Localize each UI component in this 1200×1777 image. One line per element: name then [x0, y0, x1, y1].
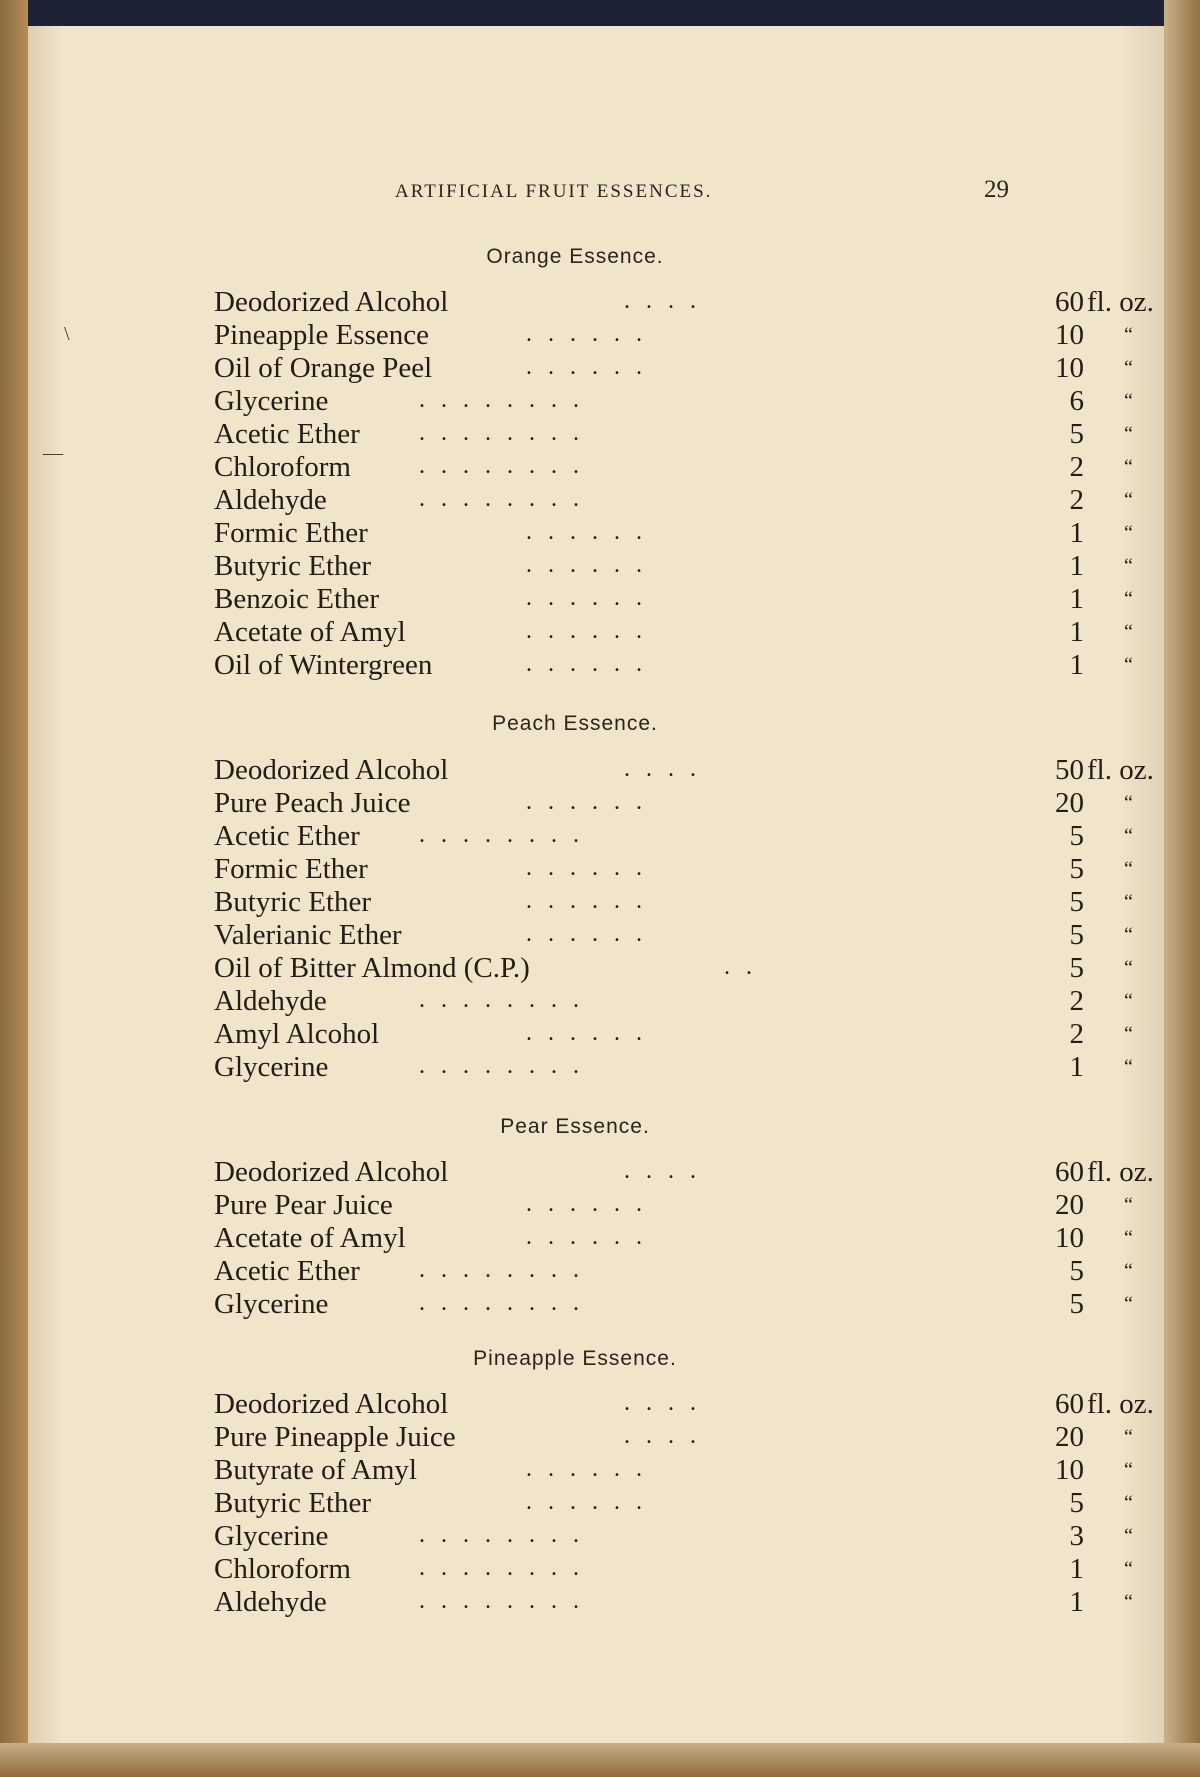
quantity-value: 3	[1069, 1520, 1084, 1552]
ditto-mark: “	[1124, 489, 1134, 511]
ditto-mark: “	[1124, 1293, 1134, 1315]
dot-leaders: . . . .	[624, 756, 701, 782]
ingredient-name: Pineapple Essence	[214, 319, 430, 351]
quantity-value: 50	[1055, 754, 1084, 786]
quantity-value: 6	[1069, 385, 1084, 417]
recipe-row	[214, 952, 1134, 985]
recipe-row	[214, 319, 1134, 352]
top-cover-edge	[0, 0, 1200, 26]
dot-leaders: . . . . . . . .	[419, 420, 584, 446]
quantity-value: 5	[1069, 886, 1084, 918]
quantity-value: 20	[1055, 1421, 1084, 1453]
ditto-mark: “	[1124, 1023, 1134, 1045]
quantity-value: 10	[1055, 319, 1084, 351]
quantity-value: 60	[1055, 286, 1084, 318]
ditto-mark: “	[1124, 1525, 1134, 1547]
recipe-row	[214, 1222, 1134, 1255]
dot-leaders: . . . .	[624, 1390, 701, 1416]
ditto-mark: “	[1124, 456, 1134, 478]
dot-leaders: . . . .	[624, 288, 701, 314]
recipe-row	[214, 985, 1134, 1018]
dot-leaders: . . . . . .	[526, 552, 647, 578]
quantity-value: 1	[1069, 550, 1084, 582]
quantity-value: 10	[1055, 1454, 1084, 1486]
ingredient-name: Butyric Ether	[214, 886, 372, 918]
dot-leaders: . . . . . . . .	[419, 1555, 584, 1581]
quantity-value: 2	[1069, 484, 1084, 516]
page-number: 29	[984, 176, 1009, 203]
ingredient-name: Acetic Ether	[214, 418, 360, 450]
recipe-row	[214, 919, 1134, 952]
quantity-value: 1	[1069, 1586, 1084, 1618]
quantity-value: 2	[1069, 985, 1084, 1017]
quantity-value: 1	[1069, 517, 1084, 549]
recipe-row	[214, 583, 1134, 616]
quantity-value: 1	[1069, 649, 1084, 681]
ditto-mark: “	[1124, 555, 1134, 577]
quantity-value: 5	[1069, 1288, 1084, 1320]
ditto-mark: “	[1124, 990, 1134, 1012]
dot-leaders: . . . . . .	[526, 1191, 647, 1217]
recipe-row	[214, 1051, 1134, 1084]
ingredient-name: Butyric Ether	[214, 1487, 372, 1519]
recipe-row	[214, 1454, 1134, 1487]
dot-leaders: . . . . . .	[526, 321, 647, 347]
ingredient-name: Valerianic Ether	[214, 919, 402, 951]
dot-leaders: . . . . . .	[526, 1489, 647, 1515]
quantity-value: 2	[1069, 451, 1084, 483]
ditto-mark: “	[1124, 924, 1134, 946]
unit-label: fl. oz.	[1087, 1388, 1154, 1420]
dot-leaders: . . . . . .	[526, 888, 647, 914]
ingredient-name: Butyric Ether	[214, 550, 372, 582]
ingredient-name: Glycerine	[214, 1051, 329, 1083]
ingredient-name: Acetic Ether	[214, 1255, 360, 1287]
bottom-cover-edge	[0, 1743, 1200, 1777]
recipe-row	[214, 418, 1134, 451]
ingredient-name: Oil of Bitter Almond (C.P.)	[214, 952, 530, 984]
recipe-row	[214, 286, 1154, 319]
quantity-value: 5	[1069, 853, 1084, 885]
dot-leaders: . . . . . . . .	[419, 987, 584, 1013]
ingredient-name: Deodorized Alcohol	[214, 1388, 449, 1420]
ditto-mark: “	[1124, 1056, 1134, 1078]
quantity-value: 20	[1055, 787, 1084, 819]
ditto-mark: “	[1124, 522, 1134, 544]
ditto-mark: “	[1124, 792, 1134, 814]
recipe-row	[214, 1520, 1134, 1553]
ingredient-name: Acetate of Amyl	[214, 1222, 406, 1254]
recipe-list	[214, 1156, 1154, 1321]
ingredient-name: Formic Ether	[214, 517, 368, 549]
recipe-row	[214, 517, 1134, 550]
recipe-row	[214, 1586, 1134, 1619]
quantity-value: 2	[1069, 1018, 1084, 1050]
dot-leaders: . . . . . .	[526, 1020, 647, 1046]
ingredient-name: Butyrate of Amyl	[214, 1454, 417, 1486]
dot-leaders: . . . . . . . .	[419, 1257, 584, 1283]
quantity-value: 5	[1069, 1255, 1084, 1287]
dot-leaders: . . . . . .	[526, 618, 647, 644]
recipe-row	[214, 853, 1134, 886]
recipe-list	[214, 1388, 1154, 1619]
recipe-list	[214, 286, 1154, 682]
ditto-mark: “	[1124, 825, 1134, 847]
recipe-row	[214, 352, 1134, 385]
ingredient-name: Deodorized Alcohol	[214, 1156, 449, 1188]
quantity-value: 1	[1069, 1553, 1084, 1585]
dot-leaders: . . . . . .	[526, 585, 647, 611]
quantity-value: 10	[1055, 1222, 1084, 1254]
dot-leaders: . . . . . .	[526, 519, 647, 545]
ingredient-name: Oil of Orange Peel	[214, 352, 433, 384]
recipe-row	[214, 550, 1134, 583]
ingredient-name: Deodorized Alcohol	[214, 286, 449, 318]
recipe-row	[214, 649, 1134, 682]
dot-leaders: . . . . . . . .	[419, 486, 584, 512]
recipe-row	[214, 616, 1134, 649]
right-cover-edge	[1164, 0, 1200, 1777]
ingredient-name: Aldehyde	[214, 985, 327, 1017]
dot-leaders: . . . . . .	[526, 921, 647, 947]
quantity-value: 60	[1055, 1156, 1084, 1188]
quantity-value: 20	[1055, 1189, 1084, 1221]
left-cover-edge	[0, 0, 28, 1777]
quantity-value: 5	[1069, 1487, 1084, 1519]
ingredient-name: Amyl Alcohol	[214, 1018, 380, 1050]
ditto-mark: “	[1124, 621, 1134, 643]
recipe-row	[214, 484, 1134, 517]
ingredient-name: Oil of Wintergreen	[214, 649, 433, 681]
running-header: ARTIFICIAL FRUIT ESSENCES.	[395, 181, 713, 202]
ingredient-name: Aldehyde	[214, 484, 327, 516]
dot-leaders: . . . . . .	[526, 1456, 647, 1482]
quantity-value: 1	[1069, 583, 1084, 615]
recipe-row	[214, 1018, 1134, 1051]
ditto-mark: “	[1124, 957, 1134, 979]
recipe-row	[214, 385, 1134, 418]
ingredient-name: Pure Pineapple Juice	[214, 1421, 456, 1453]
dot-leaders: . . . . . .	[526, 789, 647, 815]
dot-leaders: . . . . . . . .	[419, 387, 584, 413]
recipe-row	[214, 1553, 1134, 1586]
ditto-mark: “	[1124, 654, 1134, 676]
ingredient-name: Pure Peach Juice	[214, 787, 411, 819]
margin-mark: —	[43, 442, 63, 464]
section-title: Orange Essence.	[486, 245, 664, 268]
recipe-row	[214, 1156, 1154, 1189]
ingredient-name: Pure Pear Juice	[214, 1189, 393, 1221]
ingredient-name: Glycerine	[214, 385, 329, 417]
dot-leaders: . . . . . .	[526, 651, 647, 677]
dot-leaders: . . . . . . . .	[419, 453, 584, 479]
dot-leaders: . . . . . . . .	[419, 1522, 584, 1548]
quantity-value: 5	[1069, 820, 1084, 852]
unit-label: fl. oz.	[1087, 754, 1154, 786]
quantity-value: 60	[1055, 1388, 1084, 1420]
section-title: Peach Essence.	[492, 712, 658, 735]
dot-leaders: . . . . . . . .	[419, 1290, 584, 1316]
recipe-row	[214, 820, 1134, 853]
dot-leaders: . .	[724, 954, 757, 980]
ditto-mark: “	[1124, 324, 1134, 346]
ditto-mark: “	[1124, 891, 1134, 913]
ditto-mark: “	[1124, 1492, 1134, 1514]
recipe-row	[214, 1288, 1134, 1321]
ditto-mark: “	[1124, 858, 1134, 880]
recipe-row	[214, 1421, 1134, 1454]
ingredient-name: Chloroform	[214, 451, 351, 483]
ingredient-name: Chloroform	[214, 1553, 351, 1585]
recipe-row	[214, 886, 1134, 919]
recipe-row	[214, 451, 1134, 484]
ditto-mark: “	[1124, 357, 1134, 379]
quantity-value: 10	[1055, 352, 1084, 384]
recipe-row	[214, 1487, 1134, 1520]
ditto-mark: “	[1124, 1260, 1134, 1282]
ingredient-name: Formic Ether	[214, 853, 368, 885]
ingredient-name: Acetic Ether	[214, 820, 360, 852]
ditto-mark: “	[1124, 1459, 1134, 1481]
section-title: Pear Essence.	[500, 1115, 650, 1138]
quantity-value: 1	[1069, 1051, 1084, 1083]
recipe-row	[214, 787, 1134, 820]
dot-leaders: . . . . . . . .	[419, 1588, 584, 1614]
quantity-value: 5	[1069, 952, 1084, 984]
quantity-value: 5	[1069, 919, 1084, 951]
recipe-row	[214, 1255, 1134, 1288]
ditto-mark: “	[1124, 1558, 1134, 1580]
dot-leaders: . . . . . .	[526, 855, 647, 881]
ingredient-name: Glycerine	[214, 1520, 329, 1552]
section-title: Pineapple Essence.	[473, 1347, 677, 1370]
ditto-mark: “	[1124, 390, 1134, 412]
ditto-mark: “	[1124, 1426, 1134, 1448]
ingredient-name: Glycerine	[214, 1288, 329, 1320]
recipe-row	[214, 754, 1154, 787]
ditto-mark: “	[1124, 423, 1134, 445]
ingredient-name: Benzoic Ether	[214, 583, 380, 615]
ingredient-name: Acetate of Amyl	[214, 616, 406, 648]
dot-leaders: . . . . . .	[526, 354, 647, 380]
ingredient-name: Aldehyde	[214, 1586, 327, 1618]
recipe-row	[214, 1388, 1154, 1421]
ditto-mark: “	[1124, 1227, 1134, 1249]
dot-leaders: . . . . . .	[526, 1224, 647, 1250]
quantity-value: 5	[1069, 418, 1084, 450]
dot-leaders: . . . .	[624, 1158, 701, 1184]
unit-label: fl. oz.	[1087, 286, 1154, 318]
dot-leaders: . . . . . . . .	[419, 1053, 584, 1079]
recipe-row	[214, 1189, 1134, 1222]
ditto-mark: “	[1124, 1591, 1134, 1613]
recipe-list	[214, 754, 1154, 1084]
unit-label: fl. oz.	[1087, 1156, 1154, 1188]
ingredient-name: Deodorized Alcohol	[214, 754, 449, 786]
dot-leaders: . . . . . . . .	[419, 822, 584, 848]
dot-leaders: . . . .	[624, 1423, 701, 1449]
margin-mark: \	[64, 323, 70, 345]
ditto-mark: “	[1124, 588, 1134, 610]
ditto-mark: “	[1124, 1194, 1134, 1216]
quantity-value: 1	[1069, 616, 1084, 648]
